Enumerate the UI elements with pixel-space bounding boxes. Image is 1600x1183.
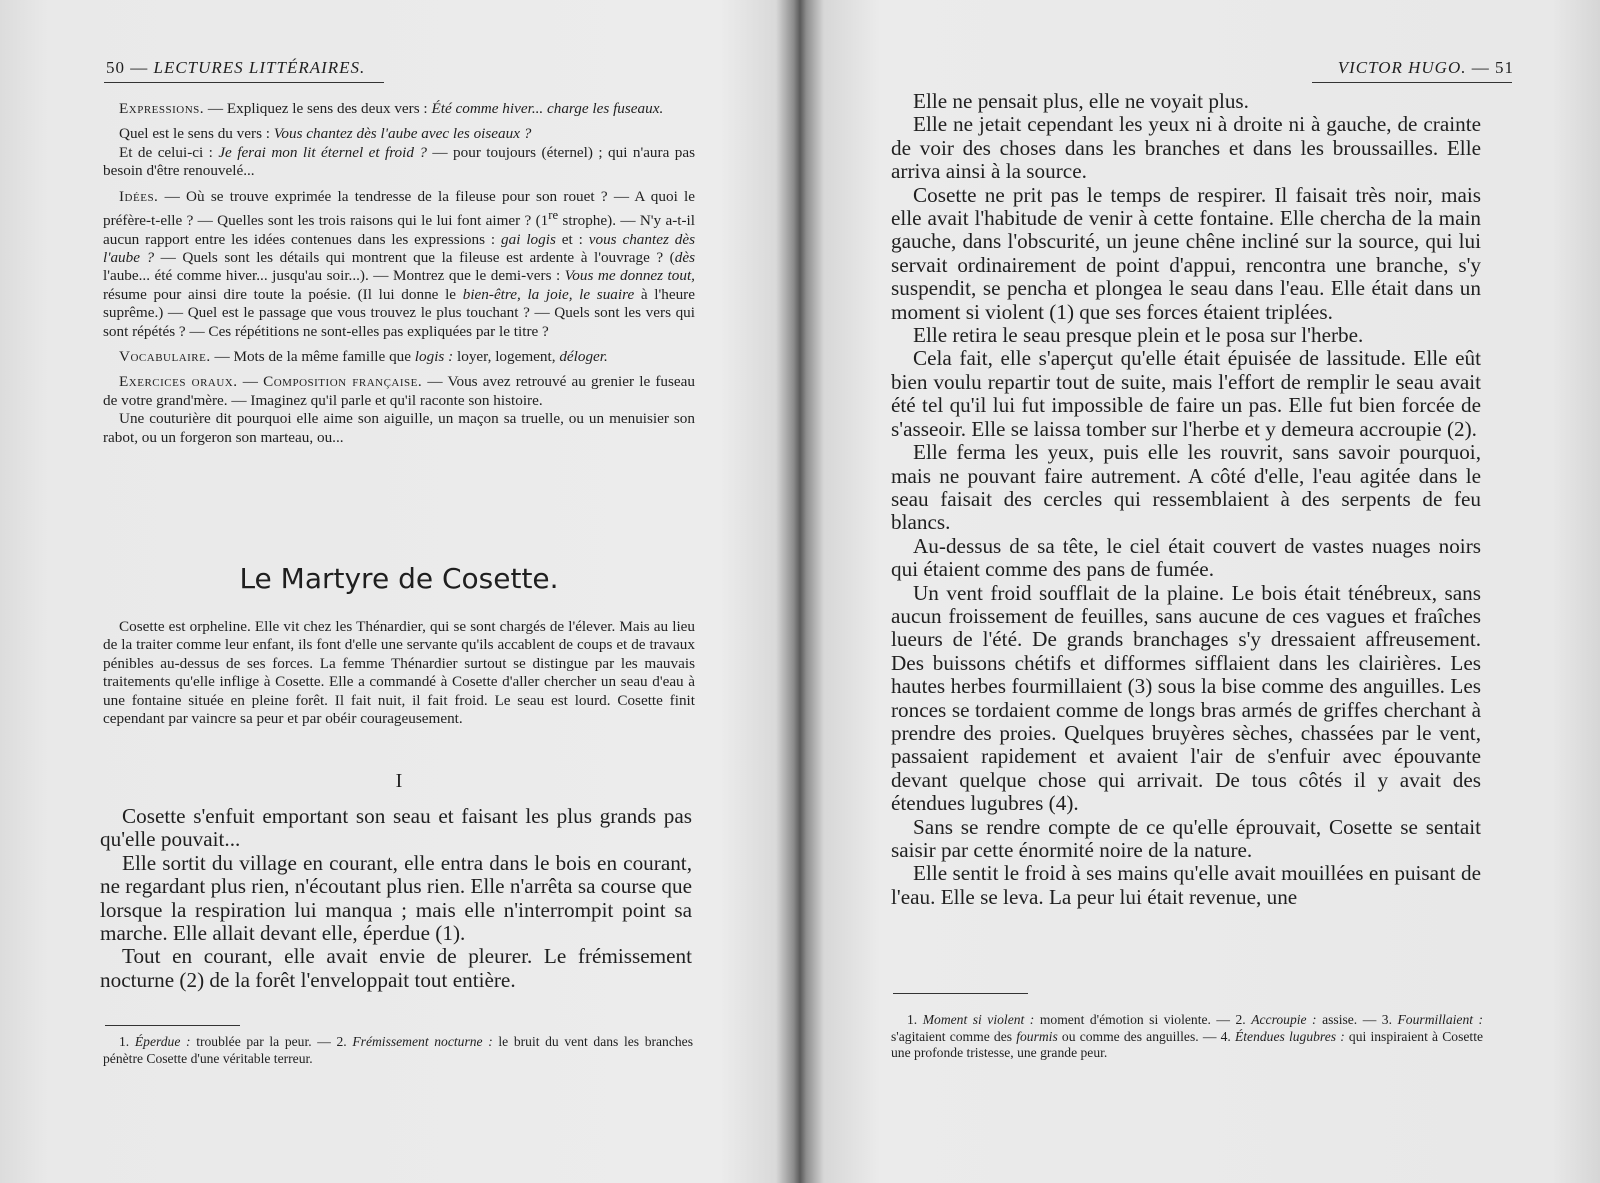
idees-text-5: l'aube... été comme hiver... jusqu'au soir...). — Montrez que le demi-vers : xyxy=(103,267,565,285)
idees-text-6: résume pour ainsi dire toute la poésie. (Il lui donne le xyxy=(103,285,463,303)
story-paragraph: Sans se rendre compte de ce qu'elle éprouvait, Cosette se sentait saisir par cette énormité noire de la nature. xyxy=(891,814,1481,862)
idees-quote-1: gai logis xyxy=(501,230,556,248)
left-story-text xyxy=(100,805,692,992)
footnote-term: Fourmillaient : xyxy=(1397,1012,1484,1027)
story-paragraph: Cosette s'enfuit emportant son seau et faisant les plus grands pas qu'elle pouvait... xyxy=(100,804,692,852)
left-head-rule xyxy=(104,82,384,83)
story-paragraph: Au-dessus de sa tête, le ciel était couvert de vastes nuages noirs qui étaient comme des pans de fumée. xyxy=(891,533,1481,582)
footnote-number: 3. xyxy=(1381,1012,1398,1027)
exercises-block xyxy=(103,100,695,447)
footnote-def: qui inspiraient à Cosette une profonde tristesse, une grande peur. xyxy=(891,1028,1484,1060)
footnote-def: assise. — xyxy=(1316,1012,1382,1027)
expressions-paragraph-3 xyxy=(103,144,695,181)
idees-quote-2: vous chantez dès l'aube ? xyxy=(103,230,695,266)
footnote-def: troublée par la peur. — xyxy=(190,1034,337,1049)
idees-text-2: strophe). — N'y a-t-il aucun rapport entre les idées contenues dans les expressions : xyxy=(103,212,695,248)
story-paragraph: Un vent froid soufflait de la plaine. Le bois était ténébreux, sans aucun froissement de feuilles, sans aucune de ces vagues et fraîches lueurs de l'été. De grands branchages s'y dressaient affreusement. Des buissons chétifs et difformes sifflaient dans les clairières. Les hautes herbes fourmillaient (3) sous la bise comme des anguilles. Les ronces se tordaient comme de longs bras armés de griffes cherchant à prendre des proies. Quelques bruyères sèches, chassées par le vent, passaient rapidement et avaient l'air de s'enfuir avec épouvante devant quelque chose qui arrivait. De tous côtés il y avait des étendues lugubres (4). xyxy=(891,580,1481,816)
story-paragraph: Tout en courant, elle avait envie de pleurer. Le frémissement nocturne (2) de la forêt l'enveloppait tout entière. xyxy=(100,944,692,992)
left-running-title: LECTURES LITTÉRAIRES. xyxy=(153,58,366,77)
chapter-intro xyxy=(103,618,695,728)
expressions-text-3: Et de celui-ci : xyxy=(119,143,219,161)
story-paragraph: Elle ne jetait cependant les yeux ni à droite ni à gauche, de crainte de voir des choses dans les branches et dans les broussailles. Elle arriva ainsi à la source. xyxy=(891,112,1481,184)
left-footnote-rule xyxy=(105,1025,240,1026)
right-page-number: 51 xyxy=(1495,58,1514,77)
left-footnotes xyxy=(103,1034,693,1067)
idees-text-1: — Où se trouve exprimée la tendresse de la fileuse pour son rouet ? — A quoi le préfère-t-elle ? — Quelles sont les trois raisons qui le lui font aimer ? ( xyxy=(103,187,695,230)
exercices-sep: — xyxy=(237,373,264,391)
vocabulaire-label: Vocabulaire. xyxy=(119,347,211,365)
expressions-text-3b: — pour toujours (éternel) ; qui n'aura pas besoin d'être renouvelé... xyxy=(103,143,695,180)
idees-quote-3: dès xyxy=(674,248,695,266)
expressions-quote-3: Je ferai mon lit éternel et froid ? xyxy=(218,143,427,161)
idees-quote-5: bien-être, la joie, le suaire xyxy=(462,285,635,303)
footnote-term: Éperdue : xyxy=(134,1034,191,1049)
vocab-quote: logis : xyxy=(414,347,454,365)
footnote-term: Accroupie : xyxy=(1251,1012,1317,1027)
idees-text-4: — Quels sont les détails qui montrent que la fileuse est ardente à l'ouvrage ? ( xyxy=(154,248,675,266)
exercices-label: Exercices oraux. xyxy=(119,373,238,391)
vocab-text-2: loyer, logement, xyxy=(453,347,560,365)
exercices-paragraph xyxy=(103,373,695,410)
footnote-def: s'agitaient comme des xyxy=(891,1028,1017,1044)
right-story-text xyxy=(891,90,1481,909)
footnote-term: Moment si violent : xyxy=(922,1012,1035,1027)
story-paragraph: Elle ferma les yeux, puis elle les rouvrit, sans savoir pourquoi, mais ne pouvant faire autrement. A côté d'elle, l'eau agitée dans le seau faisait des cercles qui ressemblaient à des serpents de feu blancs. xyxy=(891,440,1481,535)
expressions-paragraph-2 xyxy=(103,125,695,143)
intro-paragraph: Cosette est orpheline. Elle vit chez les Thénardier, qui se sont chargés de l'élever. Mais au lieu de la traiter comme leur enfant, ils font d'elle une servante qu'ils accablent de coups et de travaux pénibles au-dessus de ses forces. La femme Thénardier surtout se distingue par les mauvais traitements qu'elle inflige à Cosette. Elle a commandé à Cosette d'aller chercher un seau d'eau à une fontaine située en pleine forêt. Il fait nuit, il fait froid. Le seau est lourd. Cosette finit cependant par vaincre sa peur et par obéir courageusement. xyxy=(103,618,695,728)
footnote-def-italic: fourmis xyxy=(1016,1028,1058,1044)
footnote-term: Étendues lugubres : xyxy=(1234,1028,1345,1044)
idees-sup: re xyxy=(548,208,559,223)
vocabulaire-paragraph xyxy=(103,348,695,366)
right-running-title: VICTOR HUGO. xyxy=(1337,58,1467,77)
idees-sup-num: 1 xyxy=(540,212,549,230)
expressions-text-2: Quel est le sens du vers : xyxy=(119,125,274,143)
left-page xyxy=(0,0,795,1183)
expressions-text: — Expliquez le sens des deux vers : xyxy=(204,100,432,117)
idees-paragraph xyxy=(103,188,695,341)
vocab-quote-2: déloger. xyxy=(559,347,608,365)
footnote-number: 2. xyxy=(336,1034,353,1049)
left-page-number: 50 xyxy=(106,58,125,77)
exercices-text: — Vous avez retrouvé au grenier le fuseau de votre grand'mère. — Imaginez qu'il parle et qu'il raconte son histoire. xyxy=(103,373,696,409)
footnote-number: 2. xyxy=(1235,1012,1252,1027)
expressions-label: Expressions. xyxy=(119,100,205,117)
left-running-head xyxy=(106,58,365,78)
story-paragraph: Elle sentit le froid à ses mains qu'elle avait mouillées en puisant de l'eau. Elle se leva. La peur lui était revenue, une xyxy=(891,861,1481,909)
section-numeral: I xyxy=(395,770,403,792)
footnote-def: moment d'émotion si violente. — xyxy=(1034,1012,1236,1027)
left-running-sep: — xyxy=(125,58,154,77)
right-head-rule xyxy=(1312,82,1512,83)
right-running-head xyxy=(1338,58,1514,78)
composition-label: Composition française. xyxy=(263,373,423,391)
story-paragraph: Cela fait, elle s'aperçut qu'elle était épuisée de lassitude. Elle eût bien voulu repartir tout de suite, mais l'effort de remplir le seau avait été tel qu'il lui fut impossible de faire un pas. Elle fut bien forcée de s'asseoir. Elle se laissa tomber sur l'herbe et y demeura accroupie (2). xyxy=(891,346,1481,441)
exercices-paragraph-2: Une couturière dit pourquoi elle aime son aiguille, un maçon sa truelle, ou un menuisier son rabot, ou un forgeron son marteau, ou... xyxy=(103,410,695,446)
idees-quote-4: Vous me donnez tout, xyxy=(564,267,695,285)
story-paragraph: Cosette ne prit pas le temps de respirer. Il faisait très noir, mais elle avait l'habitude de venir à cette fontaine. Elle chercha de la main gauche, dans l'obscurité, un jeune chêne incliné sur la source, qui lui servait ordinairement de point d'appui, rencontra une branche, s'y suspendit, se pencha et plongea le seau dans l'eau. Elle était dans un moment si violent (1) que ses forces étaient triplées. xyxy=(891,182,1481,324)
chapter-title: Le Martyre de Cosette. xyxy=(239,562,559,595)
story-paragraph: Elle sortit du village en courant, elle entra dans le bois en courant, ne regardant plus rien, n'écoutant plus rien. Elle n'arrêta sa course que lorsque la respiration lui manqua ; mais elle n'interrompit point sa marche. Elle allait devant elle, éperdue (1). xyxy=(100,850,692,946)
footnote-def: ou comme des anguilles. — xyxy=(1057,1028,1221,1044)
footnote-def: le bruit du vent dans les branches pénètre Cosette d'une véritable terreur. xyxy=(103,1034,694,1066)
left-footnote-paragraph xyxy=(103,1034,693,1067)
expressions-paragraph xyxy=(103,100,695,118)
story-paragraph: Elle ne pensait plus, elle ne voyait plus. xyxy=(913,89,1249,113)
idees-text-3: et : xyxy=(555,230,589,248)
right-running-sep: — xyxy=(1466,58,1495,77)
footnote-term: Frémissement nocturne : xyxy=(352,1034,493,1049)
story-paragraph: Elle retira le seau presque plein et le posa sur l'herbe. xyxy=(913,323,1364,348)
idees-label: Idées. xyxy=(119,187,159,205)
right-footnote-rule xyxy=(893,993,1028,994)
footnote-number: 1. xyxy=(119,1034,135,1049)
right-footnotes xyxy=(891,1012,1483,1062)
expressions-quote-2: Vous chantez dès l'aube avec les oiseaux ? xyxy=(273,125,532,143)
footnote-number: 4. xyxy=(1220,1028,1235,1044)
vocab-text-1: — Mots de la même famille que xyxy=(210,347,415,365)
expressions-quote: Été comme hiver... charge les fuseaux. xyxy=(431,100,664,117)
idees-text-7: à l'heure suprême.) — Quel est le passage que vous trouvez le plus touchant ? — Quels sont les vers qui sont répétés ? — Ces répétitions ne sont-elles pas expliquées par le titre ? xyxy=(103,285,695,340)
right-footnote-paragraph xyxy=(891,1012,1483,1062)
footnote-number: 1. xyxy=(907,1012,923,1027)
